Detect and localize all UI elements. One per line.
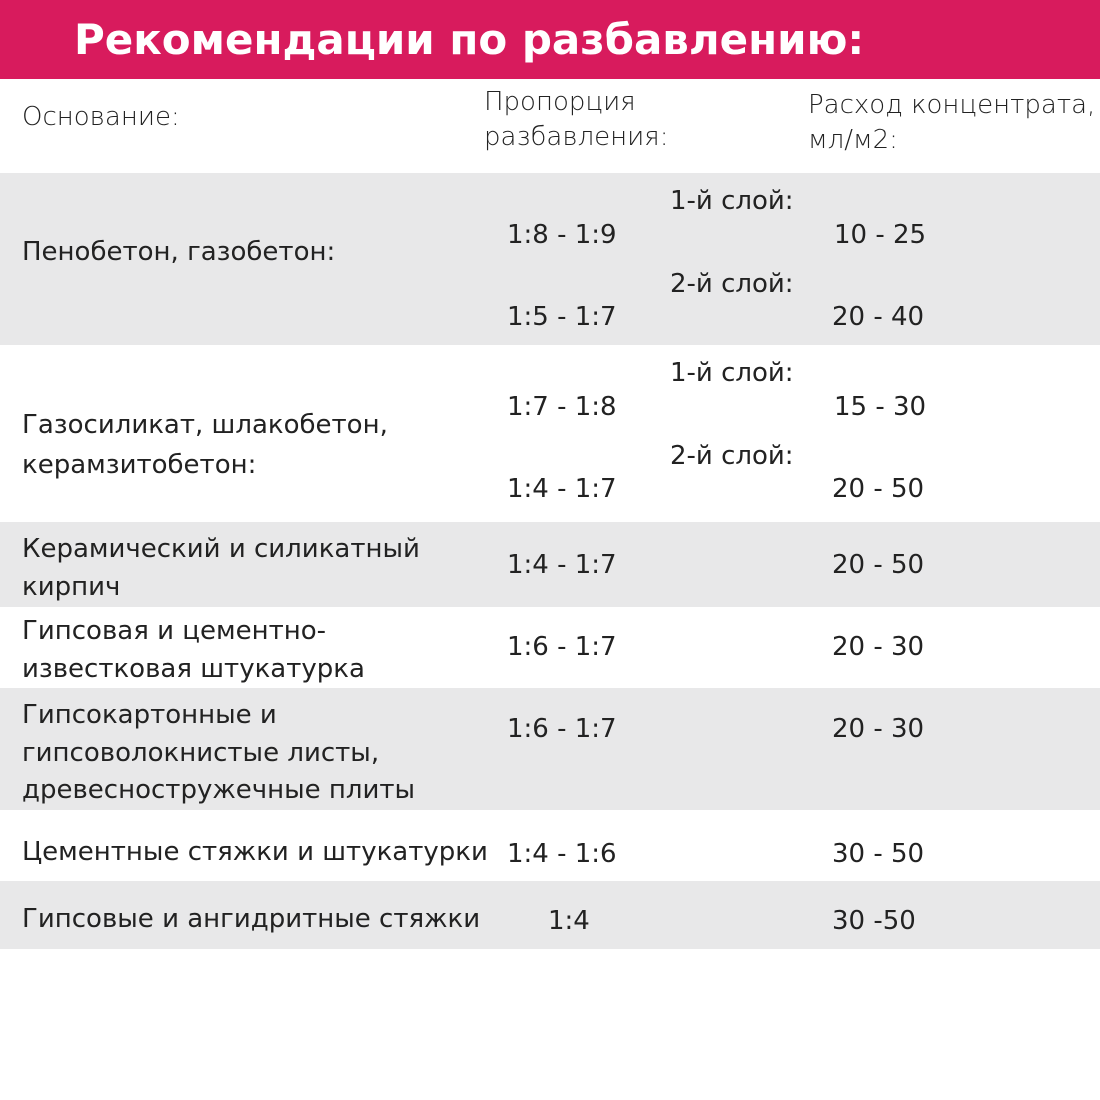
consumption-cell: 20 - 30 [832, 714, 925, 744]
base-cell: Цементные стяжки и штукатурки [22, 837, 488, 867]
header-consumption-line1: Расход концентрата, [808, 90, 1096, 120]
layer-label: 2-й слой: [670, 441, 794, 471]
ratio-cell: 1:8 - 1:9 [507, 220, 617, 250]
consumption-cell: 20 - 40 [832, 302, 925, 332]
consumption-cell: 10 - 25 [834, 220, 927, 250]
header-ratio-line2: разбавления: [484, 122, 669, 152]
layer-label: 2-й слой: [670, 269, 794, 299]
ratio-cell: 1:4 - 1:7 [507, 550, 617, 580]
ratio-cell: 1:6 - 1:7 [507, 714, 617, 744]
ratio-cell: 1:4 [548, 906, 590, 936]
base-cell: Пенобетон, газобетон: [22, 237, 336, 267]
consumption-cell: 15 - 30 [834, 392, 927, 422]
base-cell-line1: Гипсокартонные и [22, 700, 277, 730]
page-title: Рекомендации по разбавлению: [74, 15, 865, 64]
consumption-cell: 20 - 30 [832, 632, 925, 662]
base-cell-line2: кирпич [22, 572, 121, 602]
ratio-cell: 1:4 - 1:7 [507, 474, 617, 504]
layer-label: 1-й слой: [670, 358, 794, 388]
header-consumption-line2: мл/м2: [808, 125, 898, 155]
base-cell-line3: древесностружечные плиты [22, 775, 416, 805]
base-cell-line1: Газосиликат, шлакобетон, [22, 410, 388, 440]
header-ratio-line1: Пропорция [484, 87, 636, 117]
consumption-cell: 20 - 50 [832, 550, 925, 580]
base-cell-line2: гипсоволокнистые листы, [22, 738, 380, 768]
layer-label: 1-й слой: [670, 186, 794, 216]
header-base: Основание: [22, 102, 180, 132]
base-cell-line2: керамзитобетон: [22, 450, 257, 480]
base-cell-line1: Гипсовая и цементно- [22, 616, 327, 646]
ratio-cell: 1:7 - 1:8 [507, 392, 617, 422]
consumption-cell: 30 - 50 [832, 839, 925, 869]
ratio-cell: 1:4 - 1:6 [507, 839, 617, 869]
base-cell-line1: Керамический и силикатный [22, 534, 420, 564]
consumption-cell: 30 -50 [832, 906, 916, 936]
consumption-cell: 20 - 50 [832, 474, 925, 504]
ratio-cell: 1:6 - 1:7 [507, 632, 617, 662]
base-cell: Гипсовые и ангидритные стяжки [22, 904, 481, 934]
title-banner [0, 0, 1100, 79]
base-cell-line2: известковая штукатурка [22, 654, 365, 684]
ratio-cell: 1:5 - 1:7 [507, 302, 617, 332]
